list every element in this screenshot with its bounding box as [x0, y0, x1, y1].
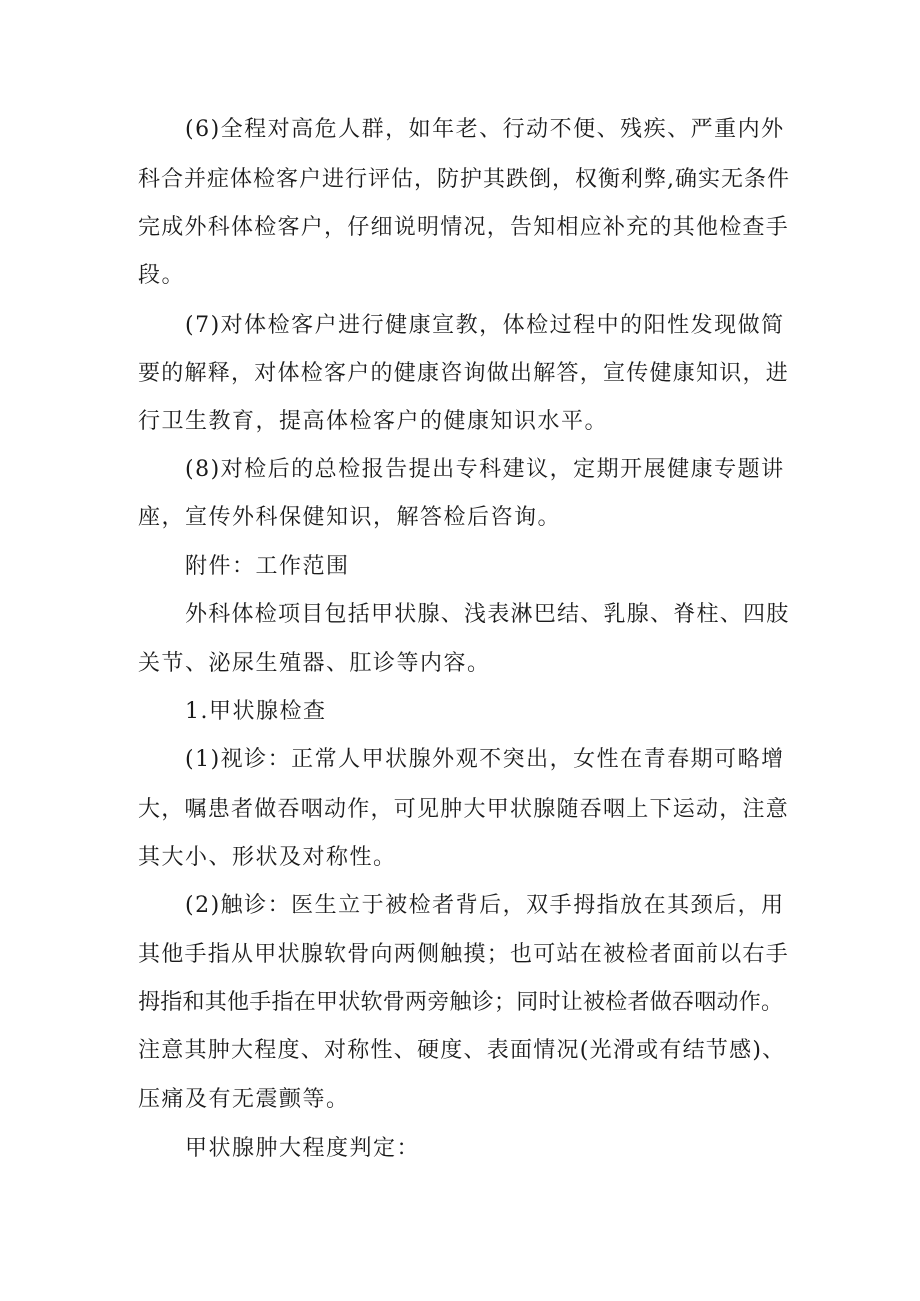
palpation-line-2: 其他手指从甲状腺软骨向两侧触摸；也可站在被检者面前以右手: [138, 942, 790, 967]
paragraph-7-line-2: 要的解释，对体检客户的健康咨询做出解答，宣传健康知识，进: [138, 361, 790, 386]
section-heading-thyroid: 1.甲状腺检查: [185, 699, 327, 724]
palpation-line-4: 注意其肿大程度、对称性、硬度、表面情况(光滑或有结节感)、: [138, 1038, 786, 1063]
enlargement-grade-heading: 甲状腺肿大程度判定：: [185, 1136, 421, 1161]
paragraph-8-line-2: 座，宣传外科保健知识，解答检后咨询。: [138, 505, 562, 530]
inspection-line-1: (1)视诊：正常人甲状腺外观不突出，女性在青春期可略增: [185, 747, 785, 772]
attachment-heading: 附件：工作范围: [185, 554, 350, 579]
scope-line-2: 关节、泌尿生殖器、肛诊等内容。: [138, 651, 491, 676]
paragraph-8-line-1: (8)对检后的总检报告提出专科建议，定期开展健康专题讲: [185, 457, 785, 482]
paragraph-6-line-2: 科合并症体检客户进行评估，防护其跌倒，权衡利弊,确实无条件: [138, 167, 790, 192]
palpation-line-1: (2)触诊：医生立于被检者背后，双手拇指放在其颈后，用: [185, 893, 785, 918]
palpation-line-3: 拇指和其他手指在甲状软骨两旁触诊；同时让被检者做吞咽动作。: [138, 990, 784, 1015]
paragraph-6-line-4: 段。: [138, 263, 186, 288]
paragraph-7-line-1: (7)对体检客户进行健康宣教，体检过程中的阳性发现做简: [185, 313, 785, 338]
inspection-line-2: 大，嘱患者做吞咽动作，可见肿大甲状腺随吞咽上下运动，注意: [138, 797, 790, 822]
scope-line-1: 外科体检项目包括甲状腺、浅表淋巴结、乳腺、脊柱、四肢: [185, 602, 790, 627]
paragraph-7-line-3: 行卫生教育，提高体检客户的健康知识水平。: [138, 409, 609, 434]
inspection-line-3: 其大小、形状及对称性。: [138, 845, 397, 870]
paragraph-6-line-3: 完成外科体检客户，仔细说明情况，告知相应补充的其他检查手: [138, 215, 790, 240]
palpation-line-5: 压痛及有无震颤等。: [138, 1087, 350, 1112]
paragraph-6-line-1: (6)全程对高危人群，如年老、行动不便、残疾、严重内外: [185, 117, 785, 142]
